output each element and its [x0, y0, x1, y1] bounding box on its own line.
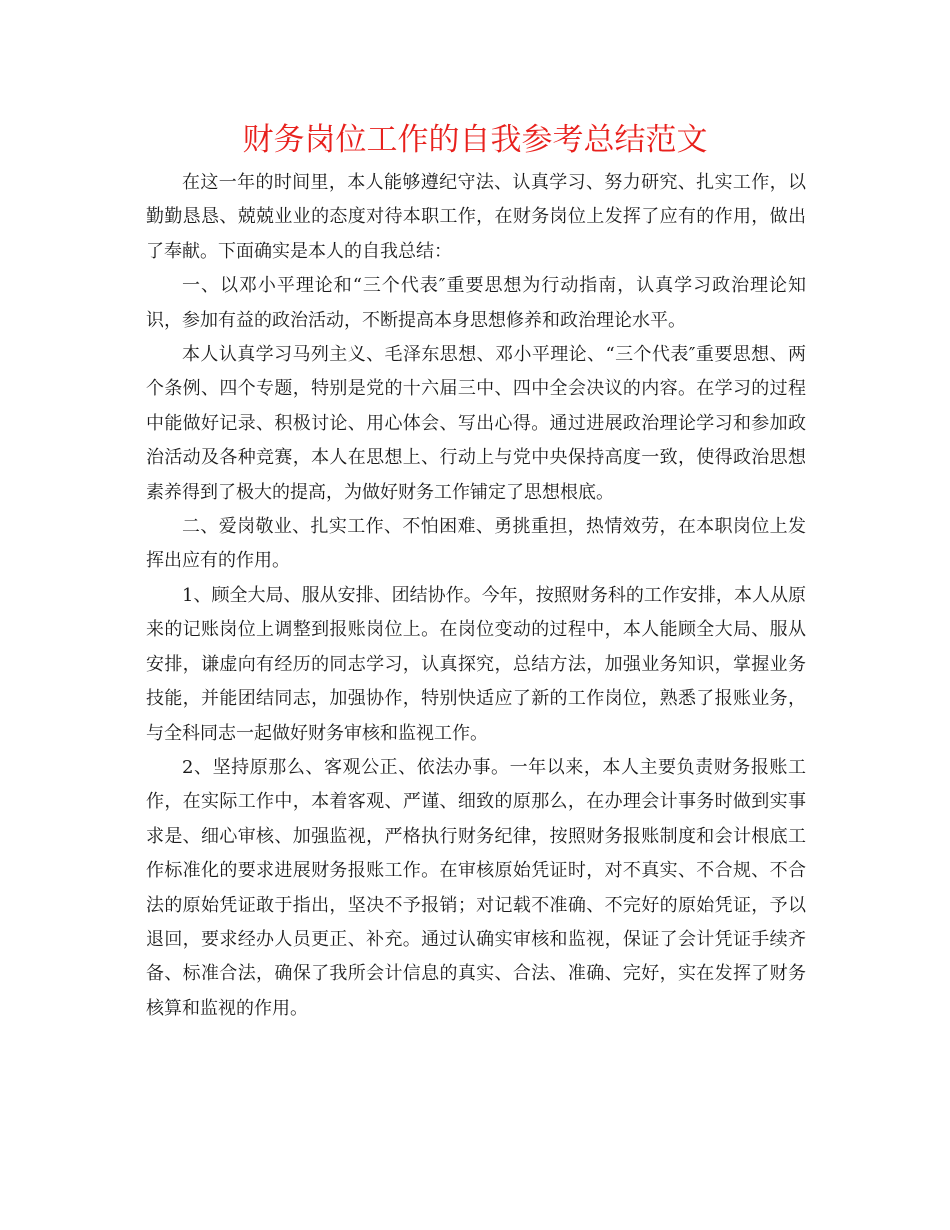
document-title: 财务岗位工作的自我参考总结范文	[242, 122, 708, 158]
paragraph-item-one: 1、顾全大局、服从安排、团结协作。今年，按照财务科的工作安排，本人从原来的记账岗位上调整到报账岗位上。在岗位变动的过程中，本人能顾全大局、服从安排，谦虚向有经历的同志学习，认真探究，总结方法，加强业务知识，掌握业务技能，并能团结同志，加强协作，特别快适应了新的工作岗位，熟悉了报账业务，与全科同志一起做好财务审核和监视工作。	[146, 584, 806, 744]
document-body	[146, 166, 806, 1026]
paragraph-study: 本人认真学习马列主义、毛泽东思想、邓小平理论、“三个代表″重要思想、两个条例、四个专题，特别是党的十六届三中、四中全会决议的内容。在学习的过程中能做好记录、积极讨论、用心体会、写出心得。通过进展政治理论学习和参加政治活动及各种竞赛，本人在思想上、行动上与党中央保持高度一致，使得政治思想素养得到了极大的提高，为做好财务工作铺定了思想根底。	[146, 344, 806, 503]
paragraph-section-one-heading: 一、以邓小平理论和“三个代表″重要思想为行动指南，认真学习政治理论知识，参加有益的政治活动，不断提高本身思想修养和政治理论水平。	[146, 275, 806, 331]
paragraph-item-two: 2、坚持原那么、客观公正、依法办事。一年以来，本人主要负责财务报账工作，在实际工作中，本着客观、严谨、细致的原那么，在办理会计事务时做到实事求是、细心审核、加强监视，严格执行财务纪律，按照财务报账制度和会计根底工作标准化的要求进展财务报账工作。在审核原始凭证时，对不真实、不合规、不合法的原始凭证敢于指出，坚决不予报销；对记载不准确、不完好的原始凭证，予以退回，要求经办人员更正、补充。通过认确实审核和监视，保证了会计凭证手续齐备、标准合法，确保了我所会计信息的真实、合法、准确、完好，实在发挥了财务核算和监视的作用。	[146, 756, 806, 1019]
paragraph-section-two-heading: 二、爱岗敬业、扎实工作、不怕困难、勇挑重担，热情效劳，在本职岗位上发挥出应有的作用。	[146, 516, 806, 572]
paragraph-intro: 在这一年的时间里，本人能够遵纪守法、认真学习、努力研究、扎实工作，以勤勤恳恳、兢兢业业的态度对待本职工作，在财务岗位上发挥了应有的作用，做出了奉献。下面确实是本人的自我总结：	[146, 172, 806, 262]
